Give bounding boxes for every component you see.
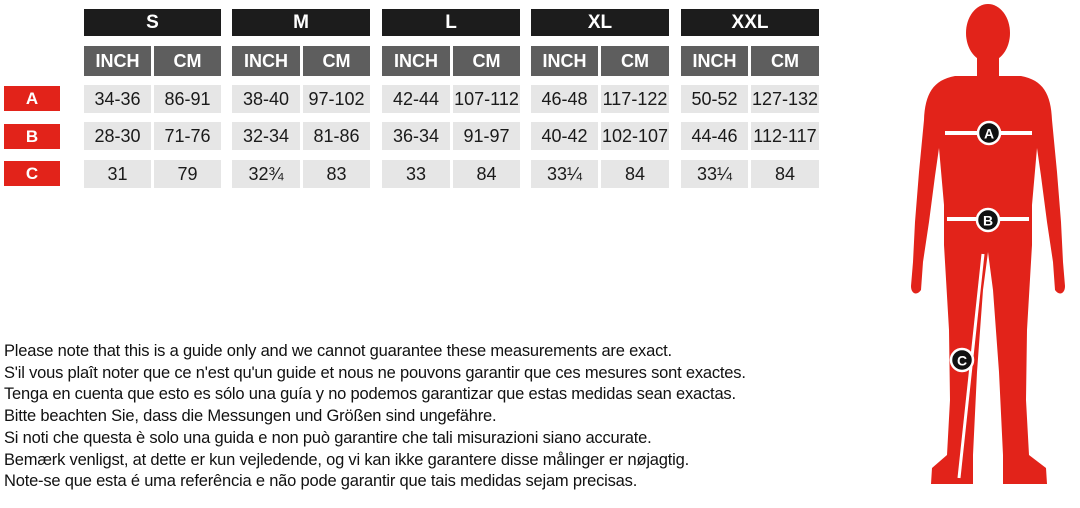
- cell-xxl-a-cm: 127-132: [751, 85, 819, 113]
- cell-l-a-inch: 42-44: [382, 85, 450, 113]
- cell-l-c-cm: 84: [453, 160, 520, 188]
- note-it: Si noti che questa è solo una guida e non può garantire che tali misurazioni siano accurate.: [4, 428, 652, 447]
- cell-s-a-cm: 86-91: [154, 85, 221, 113]
- note-fr: S'il vous plaît noter que ce n'est qu'un guide et nous ne pouvons garantir que ces mesures sont exactes.: [4, 363, 746, 382]
- body-silhouette: [911, 4, 1065, 484]
- unit-header-cm: CM: [601, 46, 669, 76]
- cell-s-c-inch: 31: [84, 160, 151, 188]
- cell-l-a-cm: 107-112: [453, 85, 520, 113]
- cell-s-c-cm: 79: [154, 160, 221, 188]
- body-silhouette-figure: [895, 0, 1080, 508]
- row-label-a: A: [4, 86, 60, 111]
- note-de: Bitte beachten Sie, dass die Messungen und Größen sind ungefähre.: [4, 407, 497, 426]
- cell-xxl-c-inch: 33¼: [681, 160, 748, 188]
- cell-l-b-inch: 36-34: [382, 122, 450, 150]
- cell-xl-a-cm: 117-122: [601, 85, 669, 113]
- unit-header-cm: CM: [453, 46, 520, 76]
- cell-xxl-b-cm: 112-117: [751, 122, 819, 150]
- unit-header-inch: INCH: [84, 46, 151, 76]
- unit-header-inch: INCH: [531, 46, 598, 76]
- row-label-b: B: [4, 124, 60, 149]
- marker-b-label: B: [982, 212, 994, 229]
- cell-m-c-cm: 83: [303, 160, 370, 188]
- cell-xl-c-cm: 84: [601, 160, 669, 188]
- marker-a-label: A: [983, 125, 995, 142]
- cell-m-c-inch: 32¾: [232, 160, 300, 188]
- cell-m-b-inch: 32-34: [232, 122, 300, 150]
- marker-a: [978, 122, 1000, 144]
- cell-xl-a-inch: 46-48: [531, 85, 598, 113]
- size-header-s: S: [84, 9, 221, 36]
- cell-m-b-cm: 81-86: [303, 122, 370, 150]
- cell-xxl-b-inch: 44-46: [681, 122, 748, 150]
- note-da: Bemærk venligst, at dette er kun vejledende, og vi kan ikke garantere disse målinger er nøjagtig.: [4, 450, 689, 469]
- cell-xl-b-cm: 102-107: [601, 122, 669, 150]
- cell-m-a-inch: 38-40: [232, 85, 300, 113]
- note-es: Tenga en cuenta que esto es sólo una guía y no podemos garantizar que estas medidas sean exactas.: [4, 385, 736, 404]
- cell-s-b-inch: 28-30: [84, 122, 151, 150]
- cell-l-b-cm: 91-97: [453, 122, 520, 150]
- cell-s-b-cm: 71-76: [154, 122, 221, 150]
- unit-header-inch: INCH: [232, 46, 300, 76]
- size-header-m: M: [232, 9, 370, 36]
- marker-c-label: C: [956, 352, 968, 369]
- cell-xl-c-inch: 33¼: [531, 160, 598, 188]
- note-en: Please note that this is a guide only and we cannot guarantee these measurements are exact.: [4, 342, 672, 360]
- unit-header-inch: INCH: [681, 46, 748, 76]
- unit-header-cm: CM: [303, 46, 370, 76]
- cell-xl-b-inch: 40-42: [531, 122, 598, 150]
- cell-l-c-inch: 33: [382, 160, 450, 188]
- note-pt: Note-se que esta é uma referência e não pode garantir que tais medidas sejam precisas.: [4, 472, 638, 491]
- size-header-xxl: XXL: [681, 9, 819, 36]
- marker-c: [951, 349, 973, 371]
- cell-m-a-cm: 97-102: [303, 85, 370, 113]
- marker-b: [977, 209, 999, 231]
- disclaimer-notes: [4, 341, 746, 493]
- unit-header-cm: CM: [154, 46, 221, 76]
- cell-xxl-c-cm: 84: [751, 160, 819, 188]
- cell-xxl-a-inch: 50-52: [681, 85, 748, 113]
- size-header-xl: XL: [531, 9, 669, 36]
- row-label-c: C: [4, 161, 60, 186]
- unit-header-inch: INCH: [382, 46, 450, 76]
- unit-header-cm: CM: [751, 46, 819, 76]
- size-header-l: L: [382, 9, 520, 36]
- cell-s-a-inch: 34-36: [84, 85, 151, 113]
